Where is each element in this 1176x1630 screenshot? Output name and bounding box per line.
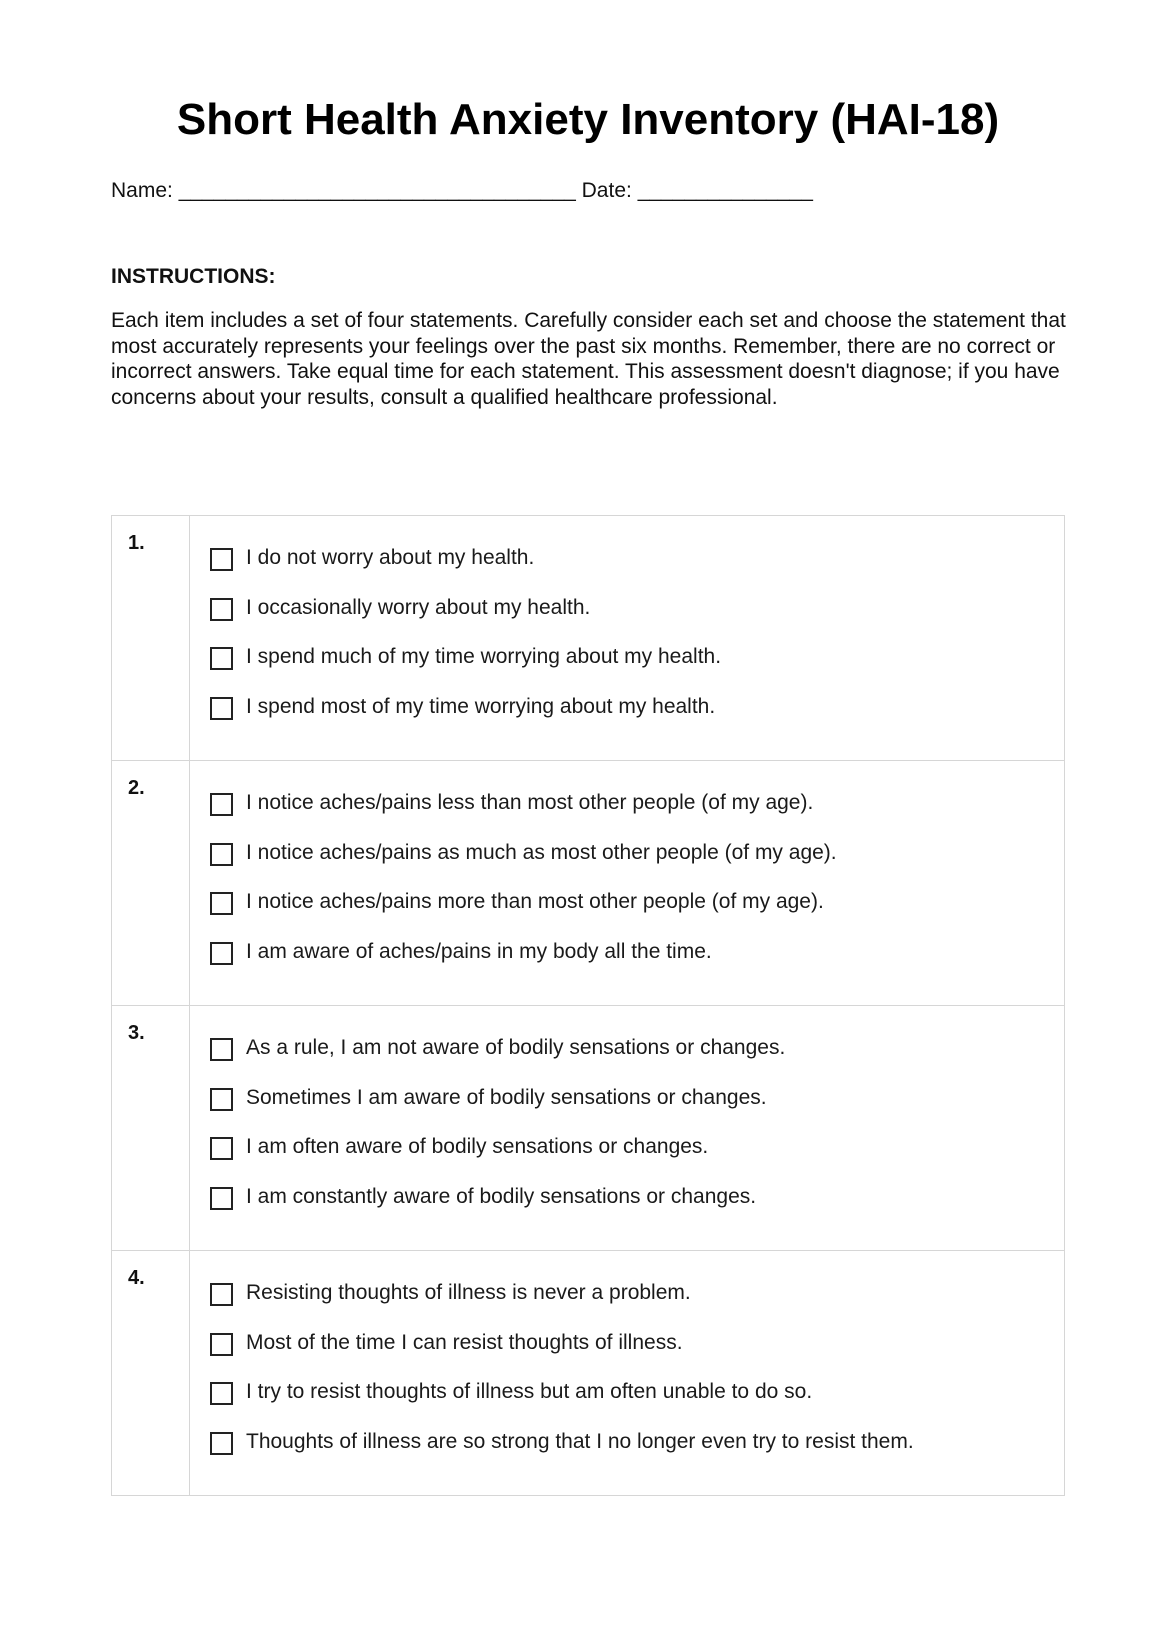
option-checkbox[interactable] <box>210 1432 233 1455</box>
option-label: I do not worry about my health. <box>246 546 535 569</box>
option-list <box>190 1251 1064 1479</box>
option-label: Thoughts of illness are so strong that I no longer even try to resist them. <box>246 1429 914 1453</box>
option-label: I am constantly aware of bodily sensations or changes. <box>246 1184 757 1208</box>
item-number: 4. <box>128 1267 145 1289</box>
item-number-cell <box>112 761 190 1006</box>
item-number-cell <box>112 1251 190 1496</box>
option-checkbox[interactable] <box>210 892 233 915</box>
item-options-cell <box>190 1006 1065 1251</box>
option-label: I occasionally worry about my health. <box>246 595 591 619</box>
option-label: I am aware of aches/pains in my body all the time. <box>246 939 712 963</box>
option-label: Sometimes I am aware of bodily sensations or changes. <box>246 1085 767 1109</box>
option-label: I notice aches/pains less than most other people (of my age). <box>246 791 814 814</box>
option-label: I spend much of my time worrying about my health. <box>246 645 722 668</box>
item-number-cell <box>112 1006 190 1251</box>
option-list <box>190 516 1064 744</box>
option-checkbox[interactable] <box>210 843 233 866</box>
item-number: 1. <box>128 532 145 554</box>
option-checkbox[interactable] <box>210 942 233 965</box>
option-row[interactable] <box>210 1086 1064 1136</box>
date-field[interactable]: _______________ <box>637 179 813 202</box>
item-row <box>112 1006 1065 1251</box>
item-row <box>112 516 1065 761</box>
item-number: 3. <box>128 1022 145 1044</box>
option-checkbox[interactable] <box>210 1038 233 1061</box>
name-field[interactable]: __________________________________ <box>178 179 576 202</box>
option-checkbox[interactable] <box>210 647 233 670</box>
option-checkbox[interactable] <box>210 1187 233 1210</box>
name-date-fields <box>111 178 813 204</box>
option-row[interactable] <box>210 1185 1064 1235</box>
option-row[interactable] <box>210 645 1064 695</box>
item-number-cell <box>112 516 190 761</box>
option-list <box>190 1006 1064 1234</box>
option-label: Most of the time I can resist thoughts of illness. <box>246 1330 683 1354</box>
option-row[interactable] <box>210 695 1064 745</box>
option-row[interactable] <box>210 1331 1064 1381</box>
item-options-cell <box>190 516 1065 761</box>
date-label: Date: <box>581 179 632 202</box>
item-options-cell <box>190 1251 1065 1496</box>
option-row[interactable] <box>210 1036 1064 1086</box>
name-label: Name: <box>111 179 173 202</box>
option-row[interactable] <box>210 1430 1064 1480</box>
option-label: I am often aware of bodily sensations or changes. <box>246 1135 709 1158</box>
option-checkbox[interactable] <box>210 697 233 720</box>
option-row[interactable] <box>210 890 1064 940</box>
option-checkbox[interactable] <box>210 1382 233 1405</box>
option-label: I spend most of my time worrying about my health. <box>246 694 716 718</box>
option-label: Resisting thoughts of illness is never a problem. <box>246 1281 691 1304</box>
option-row[interactable] <box>210 596 1064 646</box>
option-row[interactable] <box>210 1281 1064 1331</box>
option-checkbox[interactable] <box>210 548 233 571</box>
option-list <box>190 761 1064 989</box>
item-row <box>112 761 1065 1006</box>
option-row[interactable] <box>210 940 1064 990</box>
option-label: I try to resist thoughts of illness but am often unable to do so. <box>246 1380 813 1403</box>
option-checkbox[interactable] <box>210 1333 233 1356</box>
item-number: 2. <box>128 777 145 799</box>
items-table <box>111 515 1065 1496</box>
option-row[interactable] <box>210 1380 1064 1430</box>
option-row[interactable] <box>210 546 1064 596</box>
option-checkbox[interactable] <box>210 1283 233 1306</box>
item-row <box>112 1251 1065 1496</box>
option-row[interactable] <box>210 1135 1064 1185</box>
page-title: Short Health Anxiety Inventory (HAI-18) <box>176 95 1000 144</box>
option-label: As a rule, I am not aware of bodily sensations or changes. <box>246 1036 786 1059</box>
option-checkbox[interactable] <box>210 1088 233 1111</box>
option-row[interactable] <box>210 791 1064 841</box>
instructions-text: Each item includes a set of four statements. Carefully consider each set and choose the statement that most accurately represents your feelings over the past six months. Remember, there are no correct or incorrect answers. Take equal time for each statement. This assessment doesn't diagnose; if you have concerns about your results, consult a qualified healthcare professional. <box>111 309 1066 409</box>
option-checkbox[interactable] <box>210 1137 233 1160</box>
option-checkbox[interactable] <box>210 793 233 816</box>
option-label: I notice aches/pains as much as most other people (of my age). <box>246 840 837 864</box>
item-options-cell <box>190 761 1065 1006</box>
instructions-heading: INSTRUCTIONS: <box>111 265 276 288</box>
option-label: I notice aches/pains more than most other people (of my age). <box>246 890 824 913</box>
option-checkbox[interactable] <box>210 598 233 621</box>
option-row[interactable] <box>210 841 1064 891</box>
